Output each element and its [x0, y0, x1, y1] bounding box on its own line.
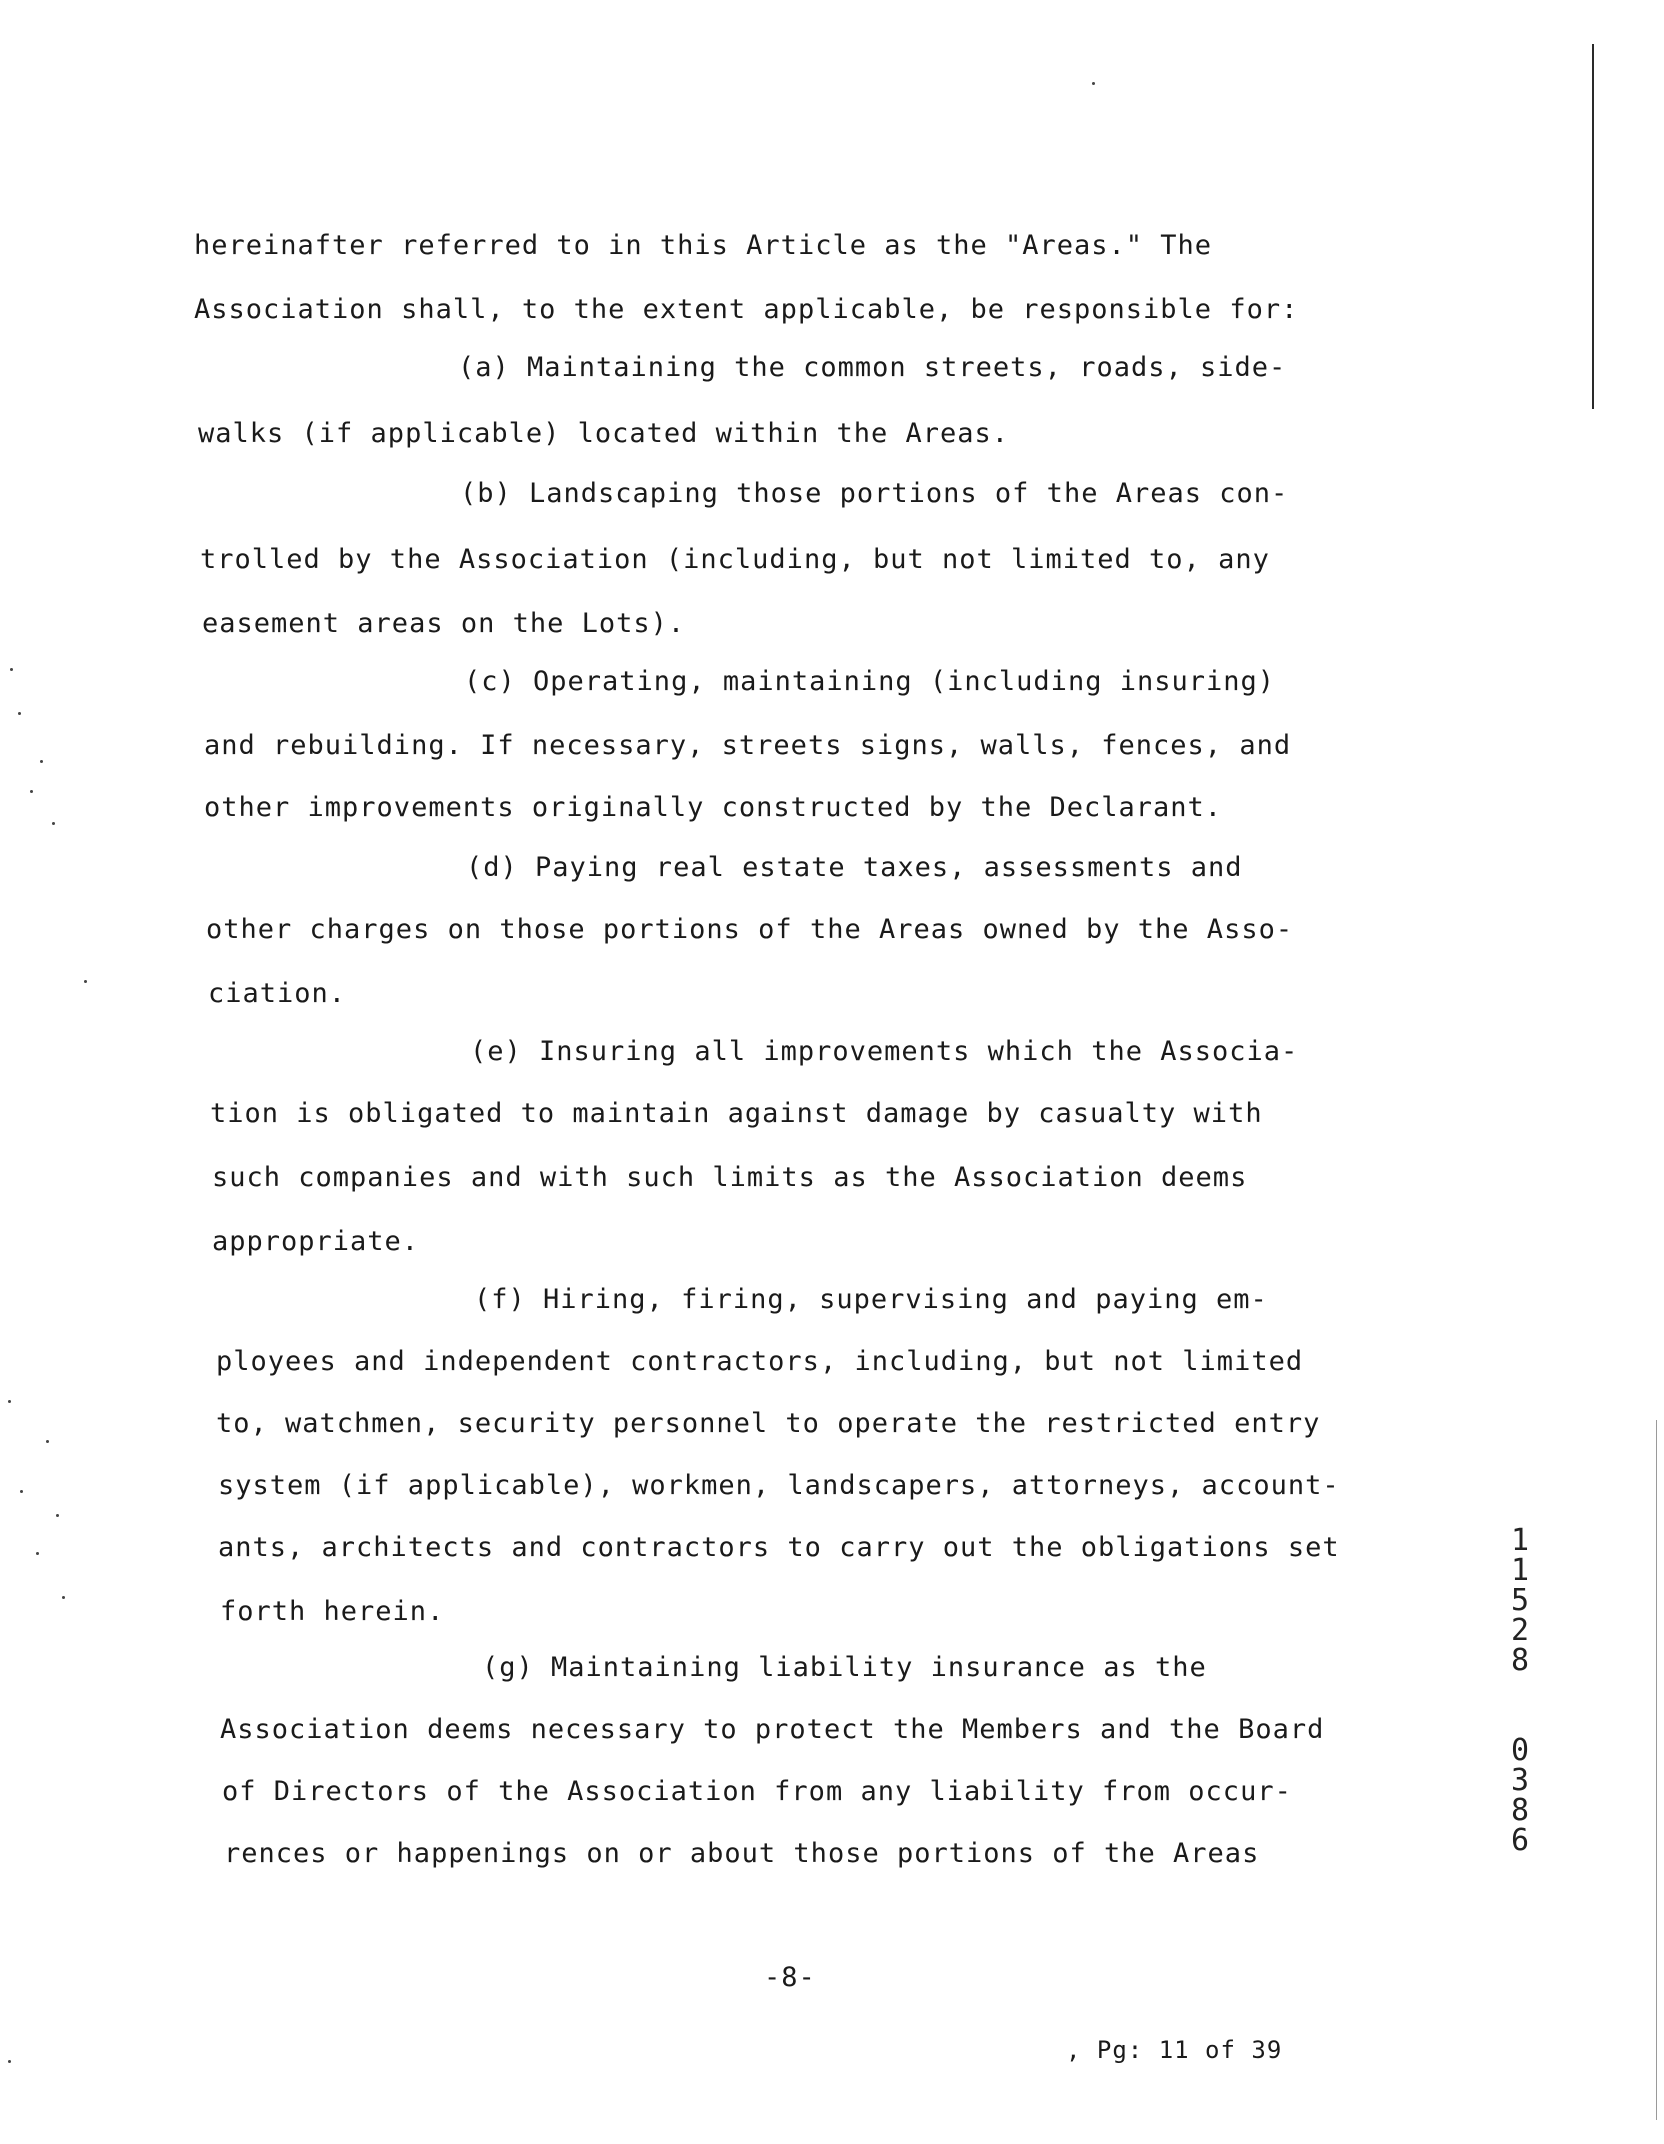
- clause-b-start: (b) Landscaping those portions of the Areas con-: [460, 478, 1289, 509]
- page-number: -8-: [764, 1962, 816, 1993]
- body-text-line: and rebuilding. If necessary, streets signs, walls, fences, and: [204, 730, 1292, 761]
- clause-a-start: (a) Maintaining the common streets, roads, side-: [458, 352, 1287, 383]
- body-text-line: other improvements originally constructed by the Declarant.: [204, 792, 1223, 823]
- body-text-line: tion is obligated to maintain against damage by casualty with: [210, 1098, 1263, 1129]
- clause-d-start: (d) Paying real estate taxes, assessments and: [466, 852, 1243, 883]
- body-text-line: appropriate.: [212, 1226, 420, 1257]
- scan-edge-line: [1592, 44, 1594, 409]
- scan-speck: [10, 668, 13, 671]
- body-text-line: ants, architects and contractors to carry out the obligations set: [218, 1532, 1340, 1563]
- body-text-line: forth herein.: [220, 1596, 445, 1627]
- scan-edge-line-lower: [1656, 1420, 1657, 2120]
- body-text-line: walks (if applicable) located within the Areas.: [198, 418, 1010, 449]
- recording-stamp: 1 1 5 2 8 0 3 8 6: [1510, 1523, 1530, 1858]
- scan-speck: [8, 2060, 11, 2063]
- scan-speck: [40, 760, 43, 763]
- clause-g-start: (g) Maintaining liability insurance as the: [482, 1652, 1207, 1683]
- clause-e-start: (e) Insuring all improvements which the Associa-: [470, 1036, 1299, 1067]
- scan-speck: [84, 980, 87, 983]
- body-text-line: rences or happenings on or about those portions of the Areas: [224, 1838, 1260, 1869]
- body-text-line: such companies and with such limits as the Association deems: [212, 1162, 1248, 1193]
- scan-speck: [36, 1552, 39, 1555]
- scan-speck: [18, 712, 21, 715]
- body-text-line: ployees and independent contractors, including, but not limited: [216, 1346, 1304, 1377]
- body-text-line: ciation.: [208, 978, 347, 1009]
- body-text-line: to, watchmen, security personnel to operate the restricted entry: [216, 1408, 1321, 1439]
- footer-page-reference: , Pg: 11 of 39: [1066, 2036, 1283, 2064]
- scan-speck: [1092, 82, 1095, 85]
- scan-speck: [46, 1440, 49, 1443]
- scan-speck: [8, 1400, 11, 1403]
- body-text-line: easement areas on the Lots).: [202, 608, 686, 639]
- body-text-line: system (if applicable), workmen, landscapers, attorneys, account-: [218, 1470, 1340, 1501]
- scan-speck: [20, 1490, 23, 1493]
- clause-c-start: (c) Operating, maintaining (including insuring): [464, 666, 1276, 697]
- scan-speck: [52, 822, 55, 825]
- body-text-line: trolled by the Association (including, but not limited to, any: [200, 544, 1270, 575]
- body-text-line: of Directors of the Association from any liability from occur-: [222, 1776, 1292, 1807]
- scan-speck: [62, 1596, 65, 1599]
- body-text-line: hereinafter referred to in this Article as the "Areas." The: [194, 230, 1213, 261]
- body-text-line: Association deems necessary to protect the Members and the Board: [220, 1714, 1325, 1745]
- scan-speck: [30, 790, 33, 793]
- clause-f-start: (f) Hiring, firing, supervising and paying em-: [474, 1284, 1268, 1315]
- body-text-line: Association shall, to the extent applicable, be responsible for:: [194, 294, 1299, 325]
- body-text-line: other charges on those portions of the Areas owned by the Asso-: [206, 914, 1294, 945]
- scan-speck: [56, 1514, 59, 1517]
